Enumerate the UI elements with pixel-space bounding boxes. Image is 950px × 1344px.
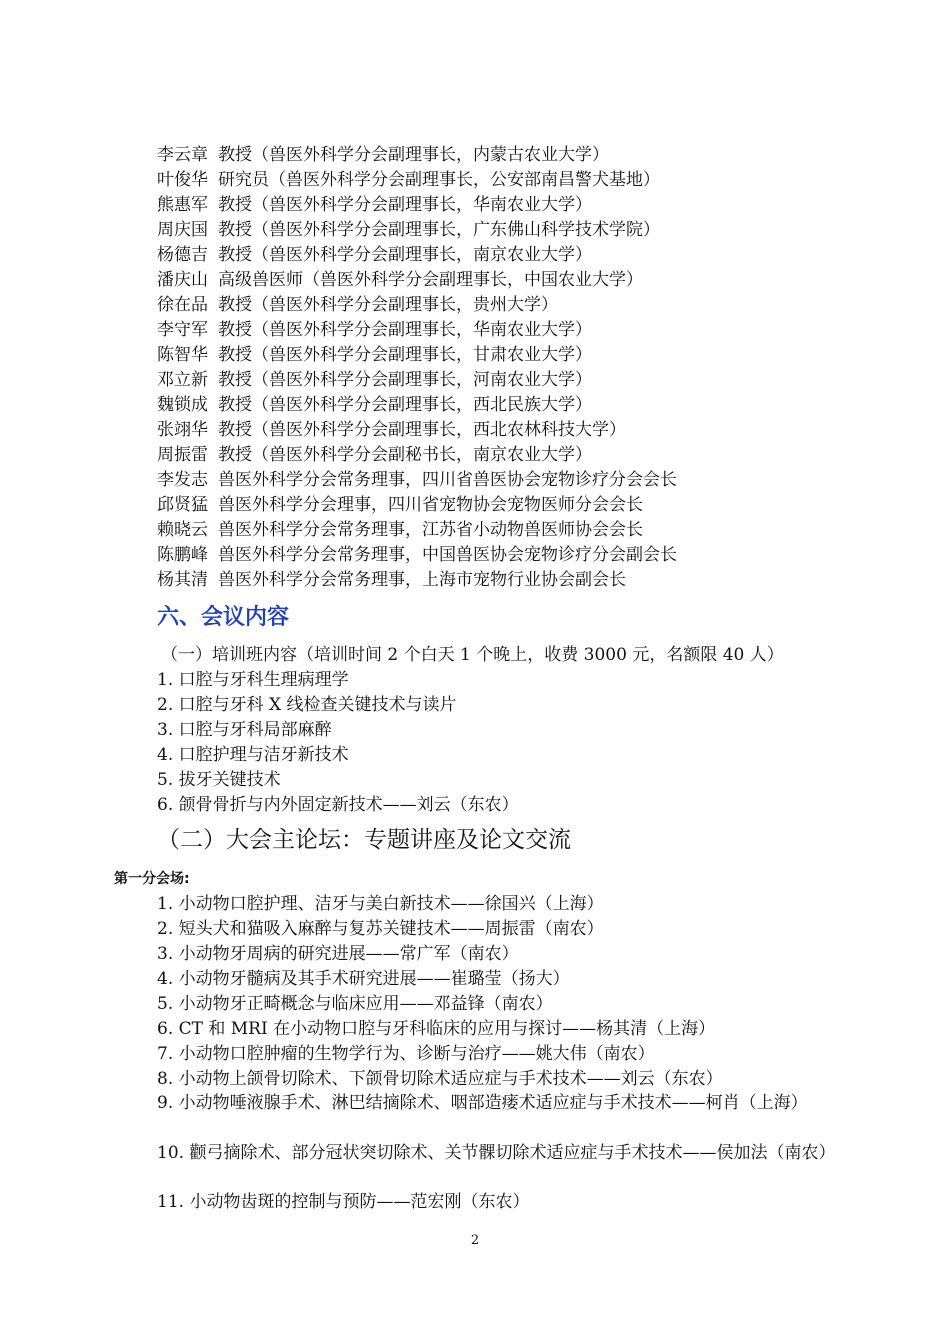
member-row bbox=[157, 318, 592, 342]
member-description: 兽医外科学分会常务理事，上海市宠物行业协会副会长 bbox=[218, 570, 626, 590]
member-description: 兽医外科学分会常务理事，中国兽医协会宠物诊疗分会副会长 bbox=[218, 545, 677, 565]
talk-item: 6. CT 和 MRI 在小动物口腔与牙科临床的应用与探讨——杨其清（上海） bbox=[157, 1019, 716, 1039]
member-row bbox=[157, 543, 677, 567]
member-description: 教授（兽医外科学分会副理事长，华南农业大学） bbox=[218, 195, 592, 215]
training-item: 4. 口腔护理与洁牙新技术 bbox=[157, 745, 349, 765]
talk-item: 1. 小动物口腔护理、洁牙与美白新技术——徐国兴（上海） bbox=[157, 894, 604, 914]
talk-item: 4. 小动物牙髓病及其手术研究进展——崔璐莹（扬大） bbox=[157, 969, 570, 989]
member-row bbox=[157, 293, 558, 317]
member-description: 教授（兽医外科学分会副理事长，河南农业大学） bbox=[218, 370, 592, 390]
member-name: 李云章 bbox=[157, 145, 208, 165]
member-row bbox=[157, 568, 626, 592]
member-description: 教授（兽医外科学分会副理事长，甘肃农业大学） bbox=[218, 345, 592, 365]
member-description: 教授（兽医外科学分会副理事长，广东佛山科学技术学院） bbox=[218, 220, 660, 240]
talk-item: 8. 小动物上颌骨切除术、下颌骨切除术适应症与手术技术——刘云（东农） bbox=[157, 1069, 723, 1089]
training-heading: （一）培训班内容（培训时间 2 个白天 1 个晚上，收费 3000 元，名额限 40 人） bbox=[161, 645, 784, 665]
member-name: 潘庆山 bbox=[157, 270, 208, 290]
member-description: 教授（兽医外科学分会副理事长，内蒙古农业大学） bbox=[218, 145, 609, 165]
member-name: 李发志 bbox=[157, 470, 208, 490]
member-name: 邱贤猛 bbox=[157, 495, 208, 515]
member-name: 熊惠军 bbox=[157, 195, 208, 215]
talk-item: 5. 小动物牙正畸概念与临床应用——邓益锋（南农） bbox=[157, 994, 553, 1014]
talk-item: 11. 小动物齿斑的控制与预防——范宏刚（东农） bbox=[157, 1192, 530, 1212]
member-row bbox=[157, 243, 592, 267]
page-number: 2 bbox=[470, 1233, 480, 1248]
talk-item: 2. 短头犬和猫吸入麻醉与复苏关键技术——周振雷（南农） bbox=[157, 919, 604, 939]
member-description: 教授（兽医外科学分会副理事长，西北民族大学） bbox=[218, 395, 592, 415]
member-name: 徐在品 bbox=[157, 295, 208, 315]
member-row bbox=[157, 518, 643, 542]
forum-heading: （二）大会主论坛：专题讲座及论文交流 bbox=[157, 827, 571, 853]
training-item: 1. 口腔与牙科生理病理学 bbox=[157, 670, 349, 690]
section-heading-meeting-content: 六、会议内容 bbox=[157, 605, 290, 630]
member-description: 兽医外科学分会常务理事，四川省兽医协会宠物诊疗分会会长 bbox=[218, 470, 677, 490]
member-name: 陈鹏峰 bbox=[157, 545, 208, 565]
member-row bbox=[157, 143, 609, 167]
member-name: 张翊华 bbox=[157, 420, 208, 440]
member-description: 教授（兽医外科学分会副秘书长，南京农业大学） bbox=[218, 445, 592, 465]
member-row bbox=[157, 493, 643, 517]
member-description: 教授（兽医外科学分会副理事长，南京农业大学） bbox=[218, 245, 592, 265]
talk-item: 3. 小动物牙周病的研究进展——常广军（南农） bbox=[157, 944, 519, 964]
member-row bbox=[157, 268, 643, 292]
member-description: 教授（兽医外科学分会副理事长，华南农业大学） bbox=[218, 320, 592, 340]
member-row bbox=[157, 468, 677, 492]
member-name: 李守军 bbox=[157, 320, 208, 340]
member-name: 陈智华 bbox=[157, 345, 208, 365]
member-name: 周庆国 bbox=[157, 220, 208, 240]
member-row bbox=[157, 343, 592, 367]
member-name: 周振雷 bbox=[157, 445, 208, 465]
venue-label: 第一分会场: bbox=[114, 871, 190, 887]
member-description: 兽医外科学分会常务理事，江苏省小动物兽医师协会会长 bbox=[218, 520, 643, 540]
member-row bbox=[157, 443, 592, 467]
member-row bbox=[157, 193, 592, 217]
member-row bbox=[157, 393, 592, 417]
training-item: 3. 口腔与牙科局部麻醉 bbox=[157, 720, 332, 740]
training-item: 2. 口腔与牙科 X 线检查关键技术与读片 bbox=[157, 695, 457, 715]
talk-item: 10. 颧弓摘除术、部分冠状突切除术、关节髁切除术适应症与手术技术——侯加法（南农） bbox=[157, 1143, 836, 1163]
talk-item: 9. 小动物唾液腺手术、淋巴结摘除术、咽部造瘘术适应症与手术技术——柯肖（上海） bbox=[157, 1093, 808, 1113]
member-name: 叶俊华 bbox=[157, 170, 208, 190]
member-row bbox=[157, 418, 626, 442]
member-description: 教授（兽医外科学分会副理事长，贵州大学） bbox=[218, 295, 558, 315]
training-item: 5. 拔牙关键技术 bbox=[157, 770, 281, 790]
member-row bbox=[157, 168, 660, 192]
member-name: 杨德吉 bbox=[157, 245, 208, 265]
member-name: 魏锁成 bbox=[157, 395, 208, 415]
talk-item: 7. 小动物口腔肿瘤的生物学行为、诊断与治疗——姚大伟（南农） bbox=[157, 1044, 655, 1064]
member-row bbox=[157, 368, 592, 392]
member-name: 邓立新 bbox=[157, 370, 208, 390]
member-description: 高级兽医师（兽医外科学分会副理事长，中国农业大学） bbox=[218, 270, 643, 290]
member-name: 杨其清 bbox=[157, 570, 208, 590]
member-description: 兽医外科学分会理事，四川省宠物协会宠物医师分会会长 bbox=[218, 495, 643, 515]
member-row bbox=[157, 218, 660, 242]
member-description: 研究员（兽医外科学分会副理事长，公安部南昌警犬基地） bbox=[218, 170, 660, 190]
member-description: 教授（兽医外科学分会副理事长，西北农林科技大学） bbox=[218, 420, 626, 440]
member-name: 赖晓云 bbox=[157, 520, 208, 540]
training-item: 6. 颌骨骨折与内外固定新技术——刘云（东农） bbox=[157, 795, 519, 815]
